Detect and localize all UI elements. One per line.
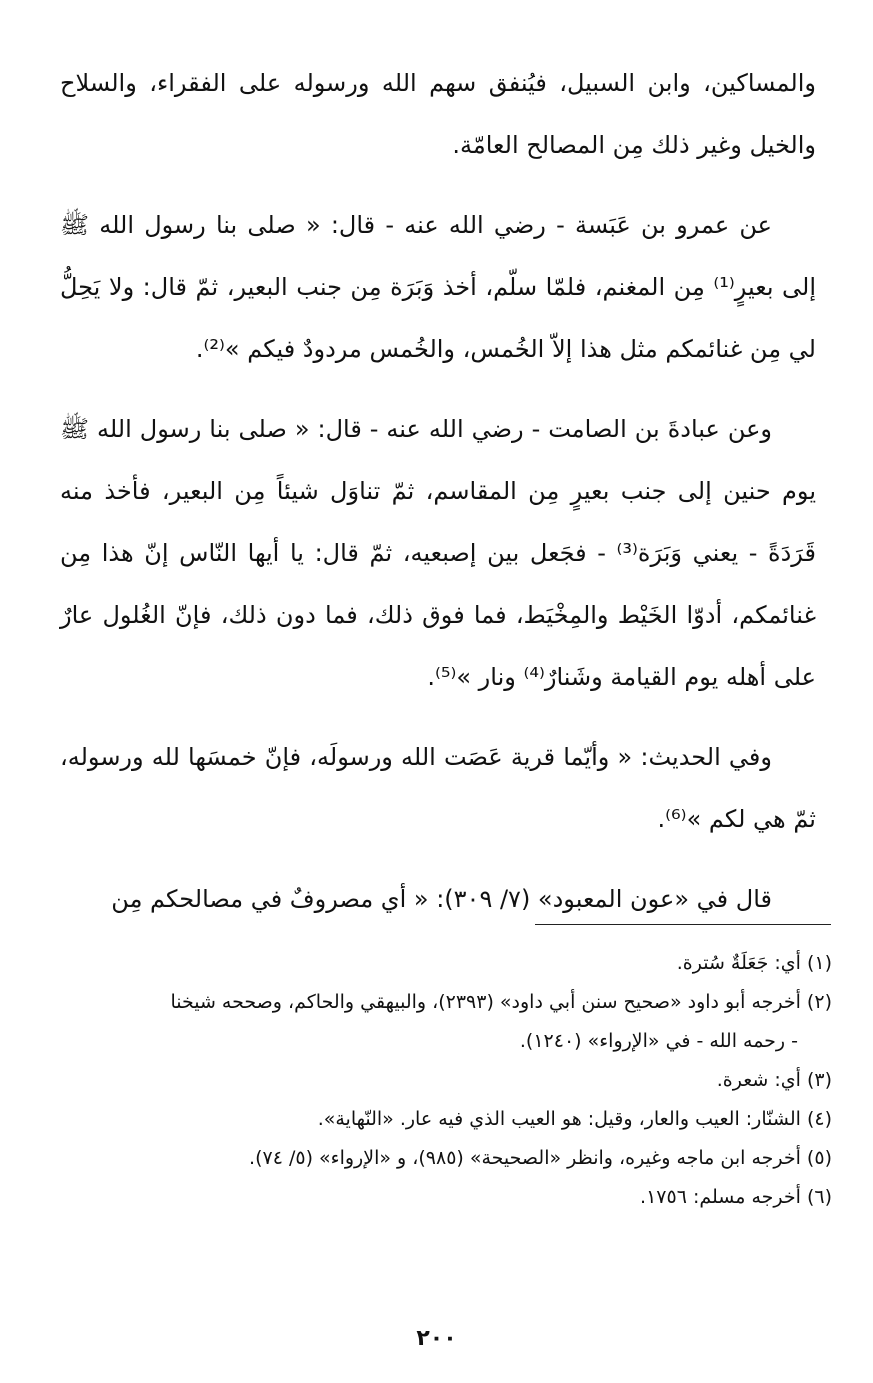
footnote-2-continuation: - رحمه الله - في «الإرواء» (١٢٤٠). (519, 1030, 798, 1052)
footnote-1: (١) أي: جَعَلَةٌ سُترة. (676, 952, 832, 974)
footnote-5: (٥) أخرجه ابن ماجه وغيره، وانظر «الصحيحة» (٩٨٥)، و «الإرواء» (٥/ ٧٤). (249, 1147, 832, 1169)
paragraph-3: وعن عبادةَ بن الصامت - رضي الله عنه - قال: « صلى بنا رسول الله ﷺ يوم حنين إلى جنب بعيرٍ مِن المقاسم، ثمّ تناوَل شيئاً مِن البعير، فأخذ منه قَرَدَةً - يعني وَبَرَة⁽³⁾ - فجَعل بين إصبعيه، ثمّ قال: يا أيها النّاس إنّ هذا مِن غنائمكم، أدوّا الخَيْط والمِخْيَط، فما فوق ذلك، فما دون ذلك، فإنّ الغُلول عارٌ على أهله يوم القيامة وشَنارٌ⁽⁴⁾ ونار »⁽⁵⁾. (60, 415, 816, 691)
main-text (60, 52, 816, 948)
footnote-3: (٣) أي: شعرة. (716, 1069, 832, 1091)
footnote-2: (٢) أخرجه أبو داود «صحيح سنن أبي داود» (٢٣٩٣)، والبيهقي والحاكم، وصححه شيخنا (170, 991, 832, 1013)
footnote-4: (٤) الشنّار: العيب والعار، وقيل: هو العيب الذي فيه عار. «النّهاية». (317, 1108, 832, 1130)
page-number: ٢٠٠ (416, 1326, 457, 1351)
paragraph-5: قال في «عون المعبود» (٧/ ٣٠٩): « أي مصروفٌ في مصالحكم مِن (111, 885, 772, 913)
paragraph-4: وفي الحديث: « وأيّما قرية عَصَت الله ورسولَه، فإنّ خمسَها لله ورسوله، ثمّ هي لكم »⁽⁶⁾. (60, 743, 816, 833)
paragraph-1: والمساكين، وابن السبيل، فيُنفق سهم الله ورسوله على الفقراء، والسلاح والخيل وغير ذلك مِن المصالح العامّة. (60, 69, 816, 159)
footnote-divider (535, 924, 831, 925)
paragraph-2: عن عمرو بن عَبَسة - رضي الله عنه - قال: « صلى بنا رسول الله ﷺ إلى بعيرٍ⁽¹⁾ مِن المغنم، فلمّا سلّم، أخذ وَبَرَة مِن جنب البعير، ثمّ قال: ولا يَحِلُّ لي مِن غنائمكم مثل هذا إلاّ الخُمس، والخُمس مردودٌ فيكم »⁽²⁾. (60, 211, 817, 363)
footnotes (60, 944, 832, 1217)
footnote-6: (٦) أخرجه مسلم: ١٧٥٦. (640, 1186, 832, 1208)
